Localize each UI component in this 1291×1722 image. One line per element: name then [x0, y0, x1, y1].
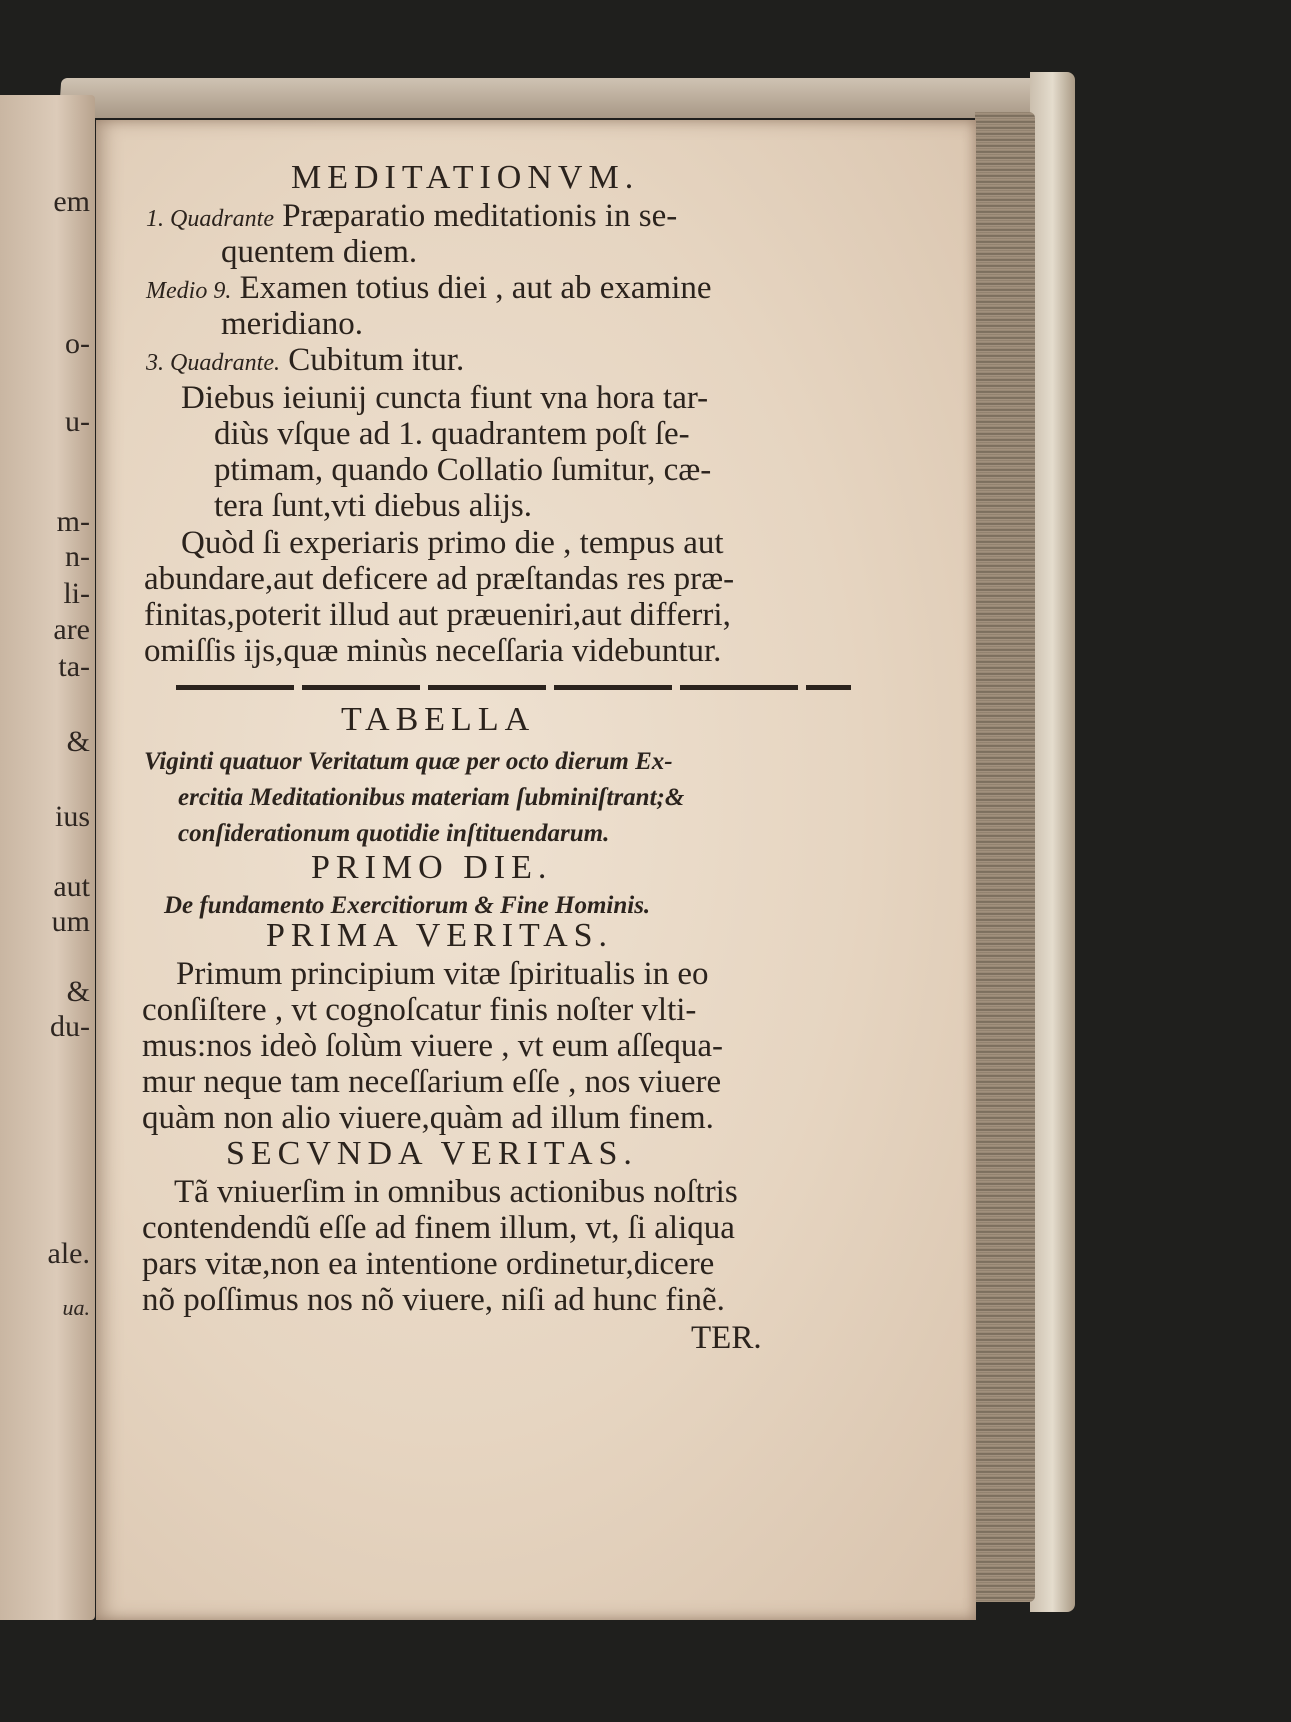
- first-truth-line: quàm non alio viuere,quàm ad illum finem.: [142, 1100, 714, 1136]
- day-title: PRIMO DIE.: [311, 849, 553, 886]
- note-line: Quòd ſi experiaris primo die , tempus aut: [181, 525, 724, 561]
- running-heading: MEDITATIONVM.: [291, 159, 640, 196]
- left-fragment: du-: [50, 1010, 90, 1043]
- tabella-subtitle-line: conſiderationum quotidie inſtituendarum.: [178, 820, 610, 847]
- left-fragment: em: [53, 185, 90, 218]
- first-truth-line: conſiſtere , vt cognoſcatur finis noſter vlti-: [142, 992, 697, 1028]
- left-fragment: li-: [63, 577, 90, 610]
- left-fragment: &: [66, 975, 90, 1008]
- second-truth-line: pars vitæ,non ea intentione ordinetur,dicere: [142, 1246, 715, 1282]
- catchword: TER.: [691, 1320, 762, 1356]
- first-truth-line: Primum principium vitæ ſpiritualis in eo: [176, 956, 709, 992]
- schedule-text: Cubitum itur.: [288, 342, 465, 378]
- note-line: abundare,aut deficere ad præſtandas res præ-: [144, 561, 735, 597]
- schedule-label: 1. Quadrante: [146, 206, 274, 232]
- second-truth-line: nõ poſſimus nos nõ viuere, niſi ad hunc finẽ.: [142, 1282, 725, 1318]
- schedule-line: quentem diem.: [221, 234, 418, 270]
- second-truth-line: Tã vniuerſim in omnibus actionibus noſtris: [174, 1174, 738, 1210]
- schedule-label: Medio 9.: [146, 278, 232, 304]
- tabella-subtitle-line: ercitia Meditationibus materiam ſubminiſtrant;&: [178, 784, 685, 811]
- day-subtitle: De fundamento Exercitiorum & Fine Hominis.: [164, 892, 651, 919]
- note-line: finitas,poterit illud aut præueniri,aut differri,: [144, 597, 731, 633]
- left-fragment: u-: [65, 405, 90, 438]
- tabella-title: TABELLA: [341, 701, 536, 738]
- left-fragment: n-: [65, 540, 90, 573]
- left-fragment: ua.: [62, 1295, 90, 1320]
- first-truth-title: PRIMA VERITAS.: [266, 917, 614, 954]
- schedule-line: [146, 198, 677, 237]
- schedule-line: [146, 270, 712, 309]
- left-fragment: &: [66, 725, 90, 758]
- left-fragment: m-: [56, 505, 90, 538]
- fasting-line: diùs vſque ad 1. quadrantem poſt ſe-: [214, 416, 690, 452]
- schedule-line: [146, 342, 464, 381]
- schedule-line: meridiano.: [221, 306, 364, 342]
- book-spine: [1030, 72, 1075, 1612]
- schedule-text: Examen totius diei , aut ab examine: [239, 270, 712, 306]
- ornamental-rule: [176, 685, 851, 690]
- schedule-label: 3. Quadrante.: [146, 350, 280, 376]
- fasting-line: tera ſunt,vti diebus alijs.: [214, 488, 533, 524]
- first-truth-line: mur neque tam neceſſarium eſſe , nos viuere: [142, 1064, 722, 1100]
- fasting-line: Diebus ieiunij cuncta fiunt vna hora tar-: [181, 380, 709, 416]
- fasting-line: ptimam, quando Collatio ſumitur, cæ-: [214, 452, 712, 488]
- left-fragment: um: [51, 905, 90, 938]
- first-truth-line: mus:nos ideò ſolùm viuere , vt eum aſſequa-: [142, 1028, 724, 1064]
- page-text: [96, 120, 976, 1620]
- left-page: [0, 95, 95, 1620]
- schedule-text: Præparatio meditationis in se-: [282, 198, 678, 234]
- left-fragment: ale.: [47, 1237, 90, 1270]
- right-page: [96, 120, 976, 1620]
- left-fragment: aut: [53, 870, 90, 903]
- note-line: omiſſis ijs,quæ minùs neceſſaria videbuntur.: [144, 633, 722, 669]
- left-fragment: ius: [54, 800, 90, 833]
- second-truth-title: SECVNDA VERITAS.: [226, 1135, 638, 1172]
- page-edges: [975, 112, 1035, 1602]
- left-fragment: o-: [65, 327, 90, 360]
- tabella-subtitle-line: Viginti quatuor Veritatum quæ per octo dierum Ex-: [144, 748, 673, 775]
- left-fragment: are: [53, 613, 90, 646]
- book-cover-top: [59, 78, 1062, 118]
- second-truth-line: contendendũ eſſe ad finem illum, vt, ſi aliqua: [142, 1210, 735, 1246]
- left-fragment: ta-: [58, 650, 90, 683]
